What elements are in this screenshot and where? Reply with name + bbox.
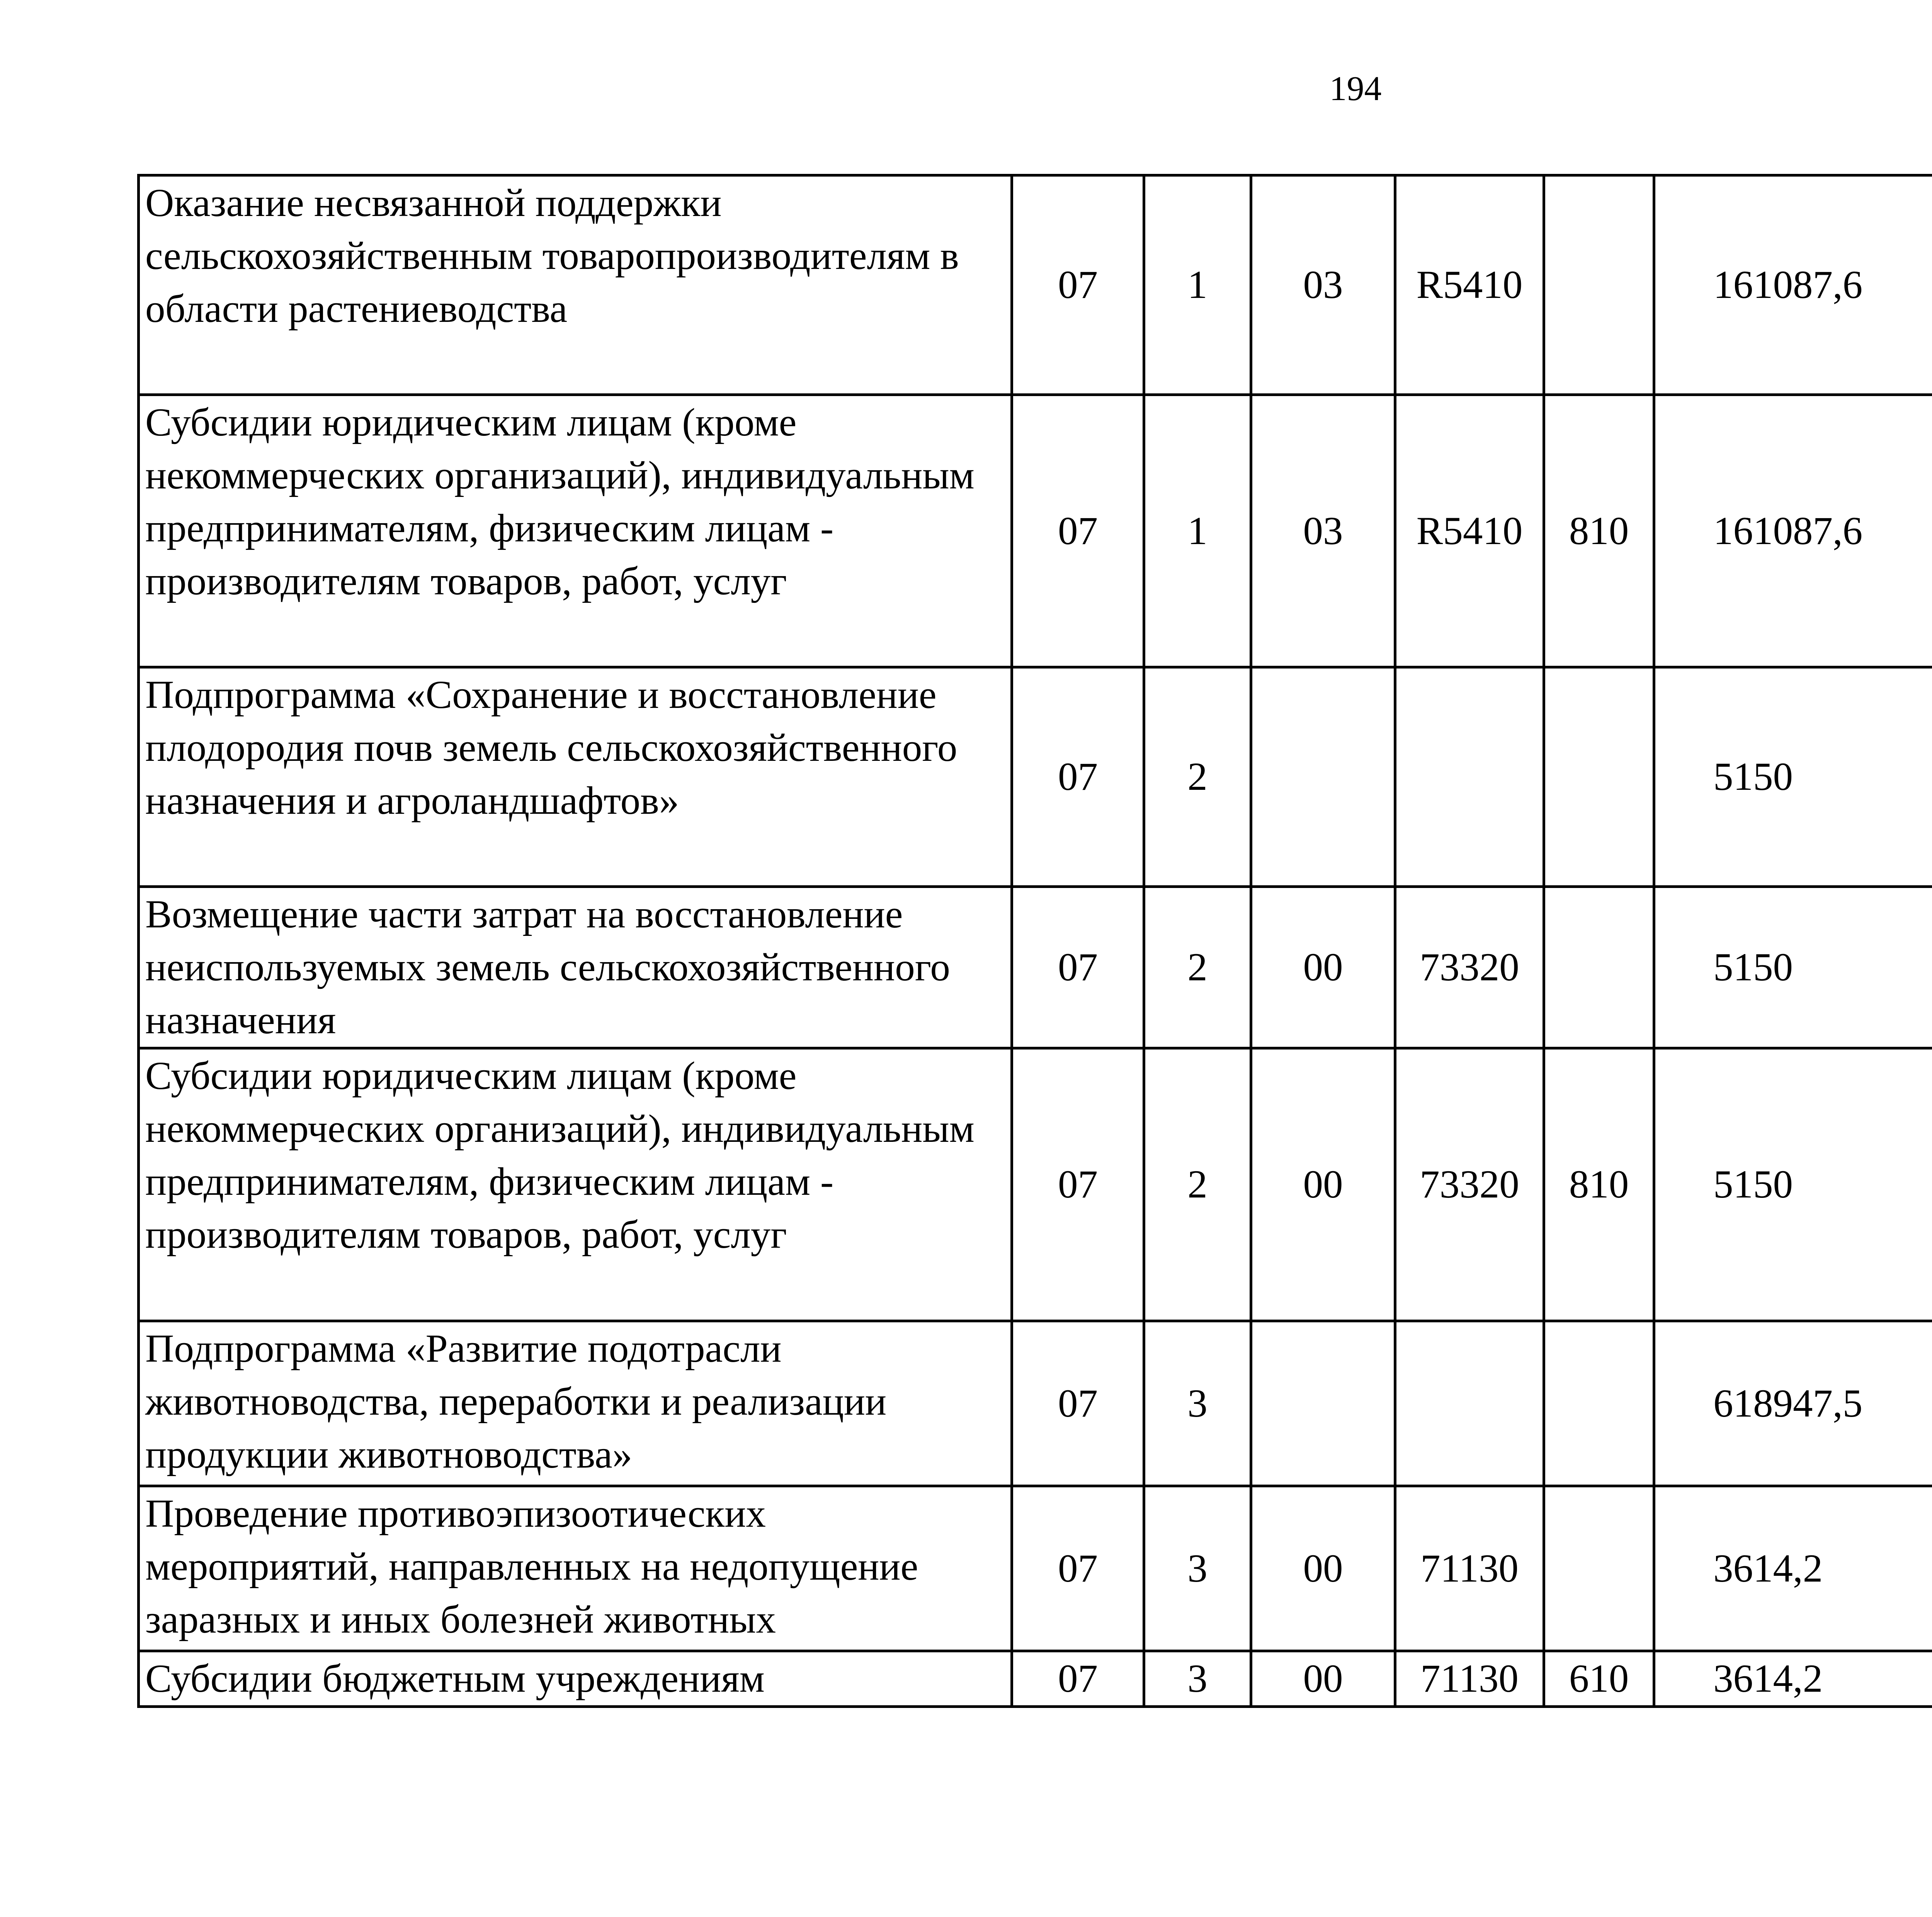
- row-amount-1: 3614,2: [1654, 1651, 1932, 1707]
- row-direction: 71130: [1395, 1651, 1544, 1707]
- row-amount-1: 618947,5: [1654, 1321, 1932, 1486]
- row-main-event: 00: [1251, 887, 1395, 1048]
- table-row: [139, 887, 1932, 1048]
- row-amount-1: 161087,6: [1654, 395, 1932, 667]
- row-section: 07: [1012, 1651, 1144, 1707]
- row-main-event: 03: [1251, 175, 1395, 395]
- table-row: [139, 1651, 1932, 1707]
- table-row: [139, 175, 1932, 395]
- row-expense-type: [1544, 887, 1654, 1048]
- row-main-event: [1251, 667, 1395, 887]
- row-description: Подпрограмма «Сохранение и восстановление плодородия почв земель сельскохозяйственного назначения и агроландшафтов»: [139, 667, 1012, 887]
- row-direction: R5410: [1395, 175, 1544, 395]
- row-section: 07: [1012, 1486, 1144, 1651]
- row-description: Оказание несвязанной поддержки сельскохозяйственным товаропроизводителям в области растениеводства: [139, 175, 1012, 395]
- row-section: 07: [1012, 395, 1144, 667]
- row-subprogram: 3: [1144, 1486, 1251, 1651]
- row-main-event: 00: [1251, 1651, 1395, 1707]
- row-amount-1: 3614,2: [1654, 1486, 1932, 1651]
- row-amount-1: 5150: [1654, 887, 1932, 1048]
- table-row: [139, 1048, 1932, 1321]
- row-section: 07: [1012, 1321, 1144, 1486]
- row-subprogram: 1: [1144, 395, 1251, 667]
- row-main-event: 00: [1251, 1486, 1395, 1651]
- row-expense-type: [1544, 1321, 1654, 1486]
- row-direction: 73320: [1395, 887, 1544, 1048]
- row-description: Возмещение части затрат на восстановление неиспользуемых земель сельскохозяйственного назначения: [139, 887, 1012, 1048]
- row-direction: 73320: [1395, 1048, 1544, 1321]
- row-expense-type: [1544, 667, 1654, 887]
- row-subprogram: 1: [1144, 175, 1251, 395]
- row-expense-type: 810: [1544, 395, 1654, 667]
- table-row: [139, 667, 1932, 887]
- row-subprogram: 2: [1144, 1048, 1251, 1321]
- row-main-event: [1251, 1321, 1395, 1486]
- row-subprogram: 2: [1144, 667, 1251, 887]
- row-subprogram: 2: [1144, 887, 1251, 1048]
- row-description: Субсидии бюджетным учреждениям: [139, 1651, 1012, 1707]
- row-direction: 71130: [1395, 1486, 1544, 1651]
- row-description: Проведение противоэпизоотических мероприятий, направленных на недопущение заразных и иных болезней животных: [139, 1486, 1012, 1651]
- table-row: [139, 395, 1932, 667]
- table-row: [139, 1486, 1932, 1651]
- row-expense-type: 810: [1544, 1048, 1654, 1321]
- row-subprogram: 3: [1144, 1651, 1251, 1707]
- row-subprogram: 3: [1144, 1321, 1251, 1486]
- table-row: [139, 1321, 1932, 1486]
- row-amount-1: 5150: [1654, 667, 1932, 887]
- row-section: 07: [1012, 887, 1144, 1048]
- row-amount-1: 161087,6: [1654, 175, 1932, 395]
- row-description: Субсидии юридическим лицам (кроме некоммерческих организаций), индивидуальным предпринимателям, физическим лицам - производителям товаров, работ, услуг: [139, 395, 1012, 667]
- budget-table: [137, 174, 1932, 1708]
- row-direction: [1395, 667, 1544, 887]
- row-section: 07: [1012, 175, 1144, 395]
- row-main-event: 03: [1251, 395, 1395, 667]
- row-section: 07: [1012, 1048, 1144, 1321]
- row-expense-type: 610: [1544, 1651, 1654, 1707]
- row-direction: R5410: [1395, 395, 1544, 667]
- row-section: 07: [1012, 667, 1144, 887]
- page-number: 194: [1329, 70, 1382, 108]
- row-expense-type: [1544, 175, 1654, 395]
- row-description: Субсидии юридическим лицам (кроме некоммерческих организаций), индивидуальным предпринимателям, физическим лицам - производителям товаров, работ, услуг: [139, 1048, 1012, 1321]
- row-main-event: 00: [1251, 1048, 1395, 1321]
- row-amount-1: 5150: [1654, 1048, 1932, 1321]
- row-direction: [1395, 1321, 1544, 1486]
- row-expense-type: [1544, 1486, 1654, 1651]
- row-description: Подпрограмма «Развитие подотрасли животноводства, переработки и реализации продукции животноводства»: [139, 1321, 1012, 1486]
